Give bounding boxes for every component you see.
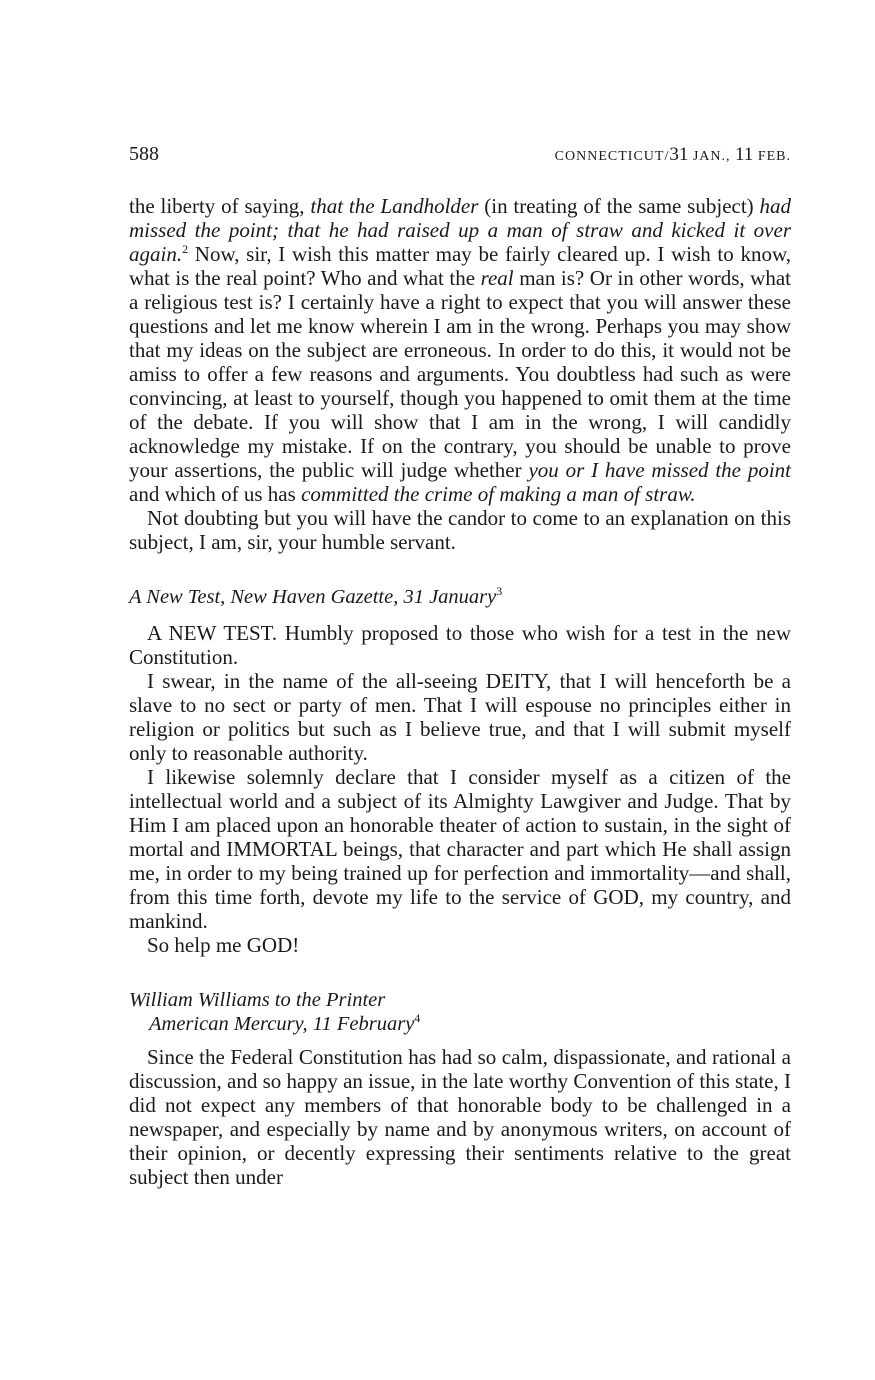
text-run: the liberty of saying, xyxy=(129,194,311,218)
footnote-marker: 2 xyxy=(182,242,189,256)
footnote-marker: 4 xyxy=(414,1011,421,1026)
document-page xyxy=(129,143,791,1189)
continued-paragraph xyxy=(129,194,791,506)
section-heading-new-test xyxy=(129,585,791,609)
running-title-day-1: 31 xyxy=(669,144,689,165)
running-title-month-1: JAN., xyxy=(688,149,736,164)
closing-paragraph: Not doubting but you will have the candor to come to an explanation on this subject, I am, sir, your humble servant. xyxy=(129,506,791,554)
section-heading-line-1: William Williams to the Printer xyxy=(129,989,386,1011)
running-head xyxy=(129,143,791,169)
paragraph: I likewise solemnly declare that I consider myself as a citizen of the intellectual world and a subject of its Almighty Lawgiver and Judge. That by Him I am placed upon an honorable theater of action to sustain, in the sight of mortal and IMMORTAL beings, that character and part which He shall assign me, in order to my being trained up for perfection and immortality—and shall, from this time forth, devote my life to the service of GOD, my country, and mankind. xyxy=(129,765,791,933)
running-title xyxy=(555,144,791,166)
text-run: Now, sir, I wish this matter may be fairly cleared up. I wish to know, what is the real point? Who and what the xyxy=(129,242,791,290)
italic-run: that the Landholder xyxy=(310,194,479,218)
paragraph: I swear, in the name of the all-seeing DEITY, that I will henceforth be a slave to no sect or party of men. That I will espouse no principles either in religion or politics but such as I believe true, and that I will submit myself only to reasonable authority. xyxy=(129,669,791,765)
italic-run: had missed the point; that he had raised up a man of straw and kicked it over again. xyxy=(129,194,791,266)
running-title-month-2: FEB. xyxy=(753,149,791,164)
body-text xyxy=(129,194,791,1189)
page-number: 588 xyxy=(129,143,159,165)
italic-run: you or I have missed the point xyxy=(528,458,791,482)
paragraph: So help me GOD! xyxy=(147,933,300,957)
italic-run: committed the crime of making a man of straw. xyxy=(301,482,696,506)
text-run: (in treating of the same subject) xyxy=(478,194,760,218)
text-run: and which of us has xyxy=(129,482,302,506)
running-title-prefix: CONNECTICUT/ xyxy=(554,149,670,164)
paragraph: Since the Federal Constitution has had so calm, dispassionate, and rational a discussion, and so happy an issue, in the late worthy Convention of this state, I did not expect any members of that honorable body to be challenged in a newspaper, and especially by name and by anonymous writers, on account of their opinion, or decently expressing their sentiments relative to the great subject then under xyxy=(129,1045,791,1189)
section-heading-williams xyxy=(129,988,791,1012)
section-heading-text: A New Test, New Haven Gazette, 31 January xyxy=(129,586,497,608)
section-heading-line-2: American Mercury, 11 February xyxy=(149,1013,415,1035)
section-heading-williams-source xyxy=(129,1012,791,1036)
paragraph: A NEW TEST. Humbly proposed to those who wish for a test in the new Constitution. xyxy=(129,621,791,669)
italic-run: real xyxy=(480,266,514,290)
footnote-marker: 3 xyxy=(496,584,503,599)
running-title-day-2: 11 xyxy=(735,144,754,165)
text-run: man is? Or in other words, what a religious test is? I certainly have a right to expect that you will answer these questions and let me know wherein I am in the wrong. Perhaps you may show that my ideas on the subject are erroneous. In order to do this, it would not be amiss to offer a few reasons and arguments. You doubtless had such as were convincing, at least to yourself, though you happened to omit them at the time of the debate. If you will show that I am in the wrong, I will candidly acknowledge my mistake. If on the contrary, you should be unable to prove your assertions, the public will judge whether xyxy=(129,266,791,482)
